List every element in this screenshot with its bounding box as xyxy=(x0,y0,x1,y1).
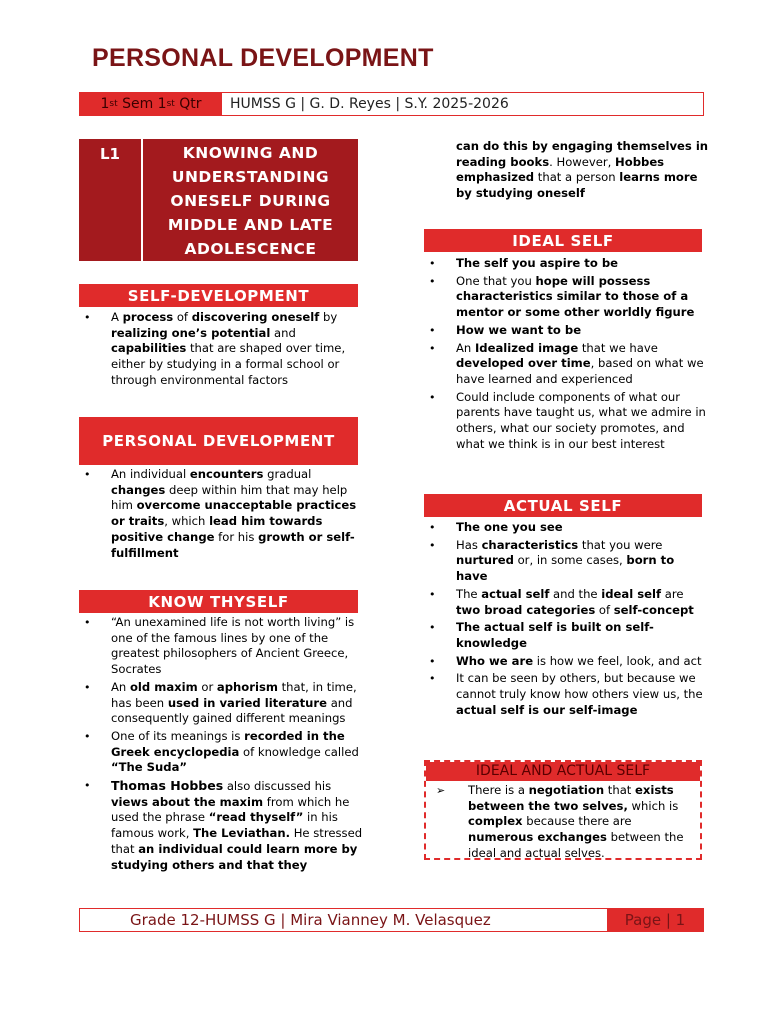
ideal-actual-box xyxy=(424,760,702,860)
list-item: • “An unexamined life is not worth living” is one of the famous lines by one of the greatest philosophers of Ancient Greece, Socrates xyxy=(79,615,364,678)
list-item: • The actual self and the ideal self are two broad categories of self-concept xyxy=(424,587,709,618)
list-item: • The actual self is built on self-knowledge xyxy=(424,620,709,651)
lesson-title: KNOWING AND UNDERSTANDING ONESELF DURING MIDDLE AND LATE ADOLESCENCE xyxy=(143,139,358,261)
list-item: • The one you see xyxy=(424,520,709,536)
list-item: • The self you aspire to be xyxy=(424,256,709,272)
page-title: PERSONAL DEVELOPMENT xyxy=(92,44,434,72)
class-info: HUMSS G | G. D. Reyes | S.Y. 2025-2026 xyxy=(230,96,509,112)
personal-development-text xyxy=(79,467,364,563)
list-item: • How we want to be xyxy=(424,323,709,339)
actual-self-text xyxy=(424,520,709,720)
list-item: • One of its meanings is recorded in the Greek encyclopedia of knowledge called “The Suda” xyxy=(79,729,364,776)
list-item: • A process of discovering oneself by realizing one’s potential and capabilities that are shaped over time, either by studying in a formal school or through environmental factors xyxy=(79,310,364,389)
heading-ideal-self: IDEAL SELF xyxy=(424,229,702,252)
heading-personal-development: PERSONAL DEVELOPMENT xyxy=(79,417,358,465)
list-item: • An old maxim or aphorism that, in time, has been used in varied literature and consequently gained different meanings xyxy=(79,680,364,727)
know-thyself-text xyxy=(79,615,364,875)
heading-self-development: SELF-DEVELOPMENT xyxy=(79,284,358,307)
list-item: • Who we are is how we feel, look, and act xyxy=(424,654,709,670)
list-item: • Thomas Hobbes also discussed his views about the maxim from which he used the phrase “read thyself” in his famous work, The Leviathan. He stressed that an individual could learn more by studying others and that they xyxy=(79,778,364,873)
header-bar xyxy=(79,92,704,116)
arrow-bullet-icon: ➢ xyxy=(436,784,446,797)
list-item: • It can be seen by others, but because we cannot truly know how others view us, the actual self is our self-image xyxy=(424,671,709,718)
list-item: • Has characteristics that you were nurtured or, in some cases, born to have xyxy=(424,538,709,585)
hobbes-continued-text: can do this by engaging themselves in reading books. However, Hobbes emphasized that a person learns more by studying oneself xyxy=(456,139,709,201)
heading-know-thyself: KNOW THYSELF xyxy=(79,590,358,613)
list-item: • An Idealized image that we have developed over time, based on what we have learned and experienced xyxy=(424,341,709,388)
list-item: • An individual encounters gradual changes deep within him that may help him overcome unacceptable practices or traits, which lead him towards positive change for his growth or self-fulfillment xyxy=(79,467,364,561)
heading-ideal-actual: IDEAL AND ACTUAL SELF xyxy=(426,762,700,781)
heading-actual-self: ACTUAL SELF xyxy=(424,494,702,517)
list-item: • Could include components of what our parents have taught us, what we admire in others, what our society promotes, and what we think is in our best interest xyxy=(424,390,709,453)
list-item: • One that you hope will possess characteristics similar to those of a mentor or some other worldly figure xyxy=(424,274,709,321)
lesson-box xyxy=(79,139,358,261)
footer-author: Grade 12-HUMSS G | Mira Vianney M. Velasquez xyxy=(130,911,491,929)
semester-label: 1 st Sem 1 st Qtr xyxy=(80,93,222,115)
lesson-number: L1 xyxy=(79,139,143,261)
page-number: Page | 1 xyxy=(607,909,703,931)
self-development-text xyxy=(79,310,364,391)
footer-bar xyxy=(79,908,704,932)
list-item: ➢ There is a negotiation that exists between the two selves, which is complex because there are numerous exchanges between the ideal and actual selves. xyxy=(436,783,684,860)
ideal-self-text xyxy=(424,256,709,454)
